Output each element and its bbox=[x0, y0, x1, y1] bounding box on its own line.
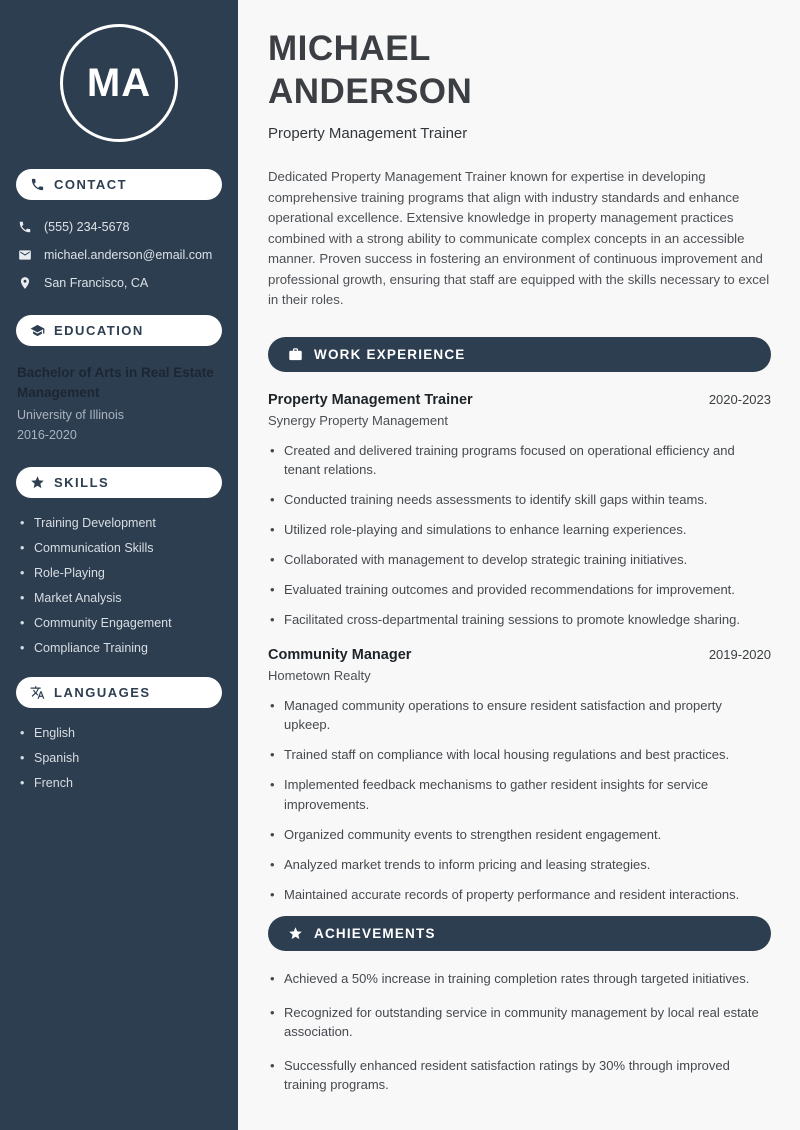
work-experience-section-title: WORK EXPERIENCE bbox=[314, 346, 466, 362]
job-bullet: • Evaluated training outcomes and provided recommendations for improvement. bbox=[268, 580, 771, 600]
achievements-list bbox=[268, 969, 771, 1095]
job-bullet: • Organized community events to strengthen resident engagement. bbox=[268, 825, 771, 845]
summary-paragraph: Dedicated Property Management Trainer known for expertise in developing comprehensive training programs that align with industry standards and enhance operational excellence. Extensive knowledge in property management practices combined with a strong ability to communicate complex concepts in an accessible manner. Proven success in fostering an environment of continuous improvement and professional growth, ensuring that staff are equipped with the skills necessary to excel in their roles. bbox=[268, 169, 770, 307]
person-job-title: Property Management Trainer bbox=[268, 125, 468, 142]
languages-section-title: LANGUAGES bbox=[54, 685, 151, 700]
contact-email-value: michael.anderson@email.com bbox=[44, 248, 213, 262]
avatar bbox=[60, 24, 178, 142]
achievement-bullet: • Successfully enhanced resident satisfaction ratings by 30% through improved training programs. bbox=[268, 1056, 771, 1095]
graduation-cap-icon bbox=[30, 323, 45, 338]
languages-list bbox=[16, 720, 222, 795]
phone-icon bbox=[30, 177, 45, 192]
avatar-initials: MA bbox=[86, 60, 152, 105]
briefcase-icon bbox=[288, 347, 303, 362]
education-entry bbox=[16, 363, 222, 445]
star-icon bbox=[288, 926, 303, 941]
job-bullet-list bbox=[268, 696, 771, 905]
contact-email-row bbox=[16, 241, 222, 269]
achievement-bullet: • Achieved a 50% increase in training completion rates through targeted initiatives. bbox=[268, 969, 771, 989]
sidebar bbox=[0, 0, 238, 1130]
job-bullet: • Trained staff on compliance with local housing regulations and best practices. bbox=[268, 745, 771, 765]
contact-location-value: San Francisco, CA bbox=[44, 276, 149, 290]
job-bullet: • Analyzed market trends to inform pricing and leasing strategies. bbox=[268, 855, 771, 875]
language-item: • English bbox=[16, 720, 222, 745]
job-bullet: • Created and delivered training programs focused on operational efficiency and tenant relations. bbox=[268, 441, 771, 480]
education-years: 2016-2020 bbox=[17, 428, 77, 442]
main-content bbox=[238, 0, 800, 1130]
job-bullet-list bbox=[268, 441, 771, 630]
job-header bbox=[268, 392, 771, 408]
skills-section-title: SKILLS bbox=[54, 475, 110, 490]
achievements-section-header bbox=[268, 916, 771, 951]
job-bullet: • Utilized role-playing and simulations to enhance learning experiences. bbox=[268, 520, 771, 540]
skill-item: • Role-Playing bbox=[16, 560, 222, 585]
person-name-line1: MICHAEL bbox=[268, 29, 431, 68]
job-company: Synergy Property Management bbox=[268, 412, 448, 428]
person-name-line2: ANDERSON bbox=[268, 72, 473, 111]
location-pin-icon bbox=[18, 276, 32, 290]
job-bullet: • Conducted training needs assessments to identify skill gaps within teams. bbox=[268, 490, 771, 510]
achievements-section-title: ACHIEVEMENTS bbox=[314, 926, 436, 941]
avatar-wrap bbox=[16, 24, 222, 142]
job-bullet: • Facilitated cross-departmental training sessions to promote knowledge sharing. bbox=[268, 610, 771, 630]
contact-phone-row bbox=[16, 213, 222, 241]
skill-item: • Compliance Training bbox=[16, 635, 222, 660]
star-icon bbox=[30, 475, 45, 490]
phone-icon bbox=[18, 220, 32, 234]
job-header bbox=[268, 647, 771, 663]
job-bullet: • Maintained accurate records of property performance and resident interactions. bbox=[268, 885, 771, 905]
achievement-bullet: • Recognized for outstanding service in community management by local real estate association. bbox=[268, 1003, 771, 1042]
contact-list bbox=[16, 213, 222, 297]
skill-item: • Market Analysis bbox=[16, 585, 222, 610]
person-name bbox=[268, 27, 771, 113]
skill-item: • Communication Skills bbox=[16, 535, 222, 560]
language-item: • Spanish bbox=[16, 745, 222, 770]
skills-section-header bbox=[16, 467, 222, 498]
contact-phone-value: (555) 234-5678 bbox=[44, 220, 130, 234]
education-school: University of Illinois bbox=[17, 408, 124, 422]
contact-section-header bbox=[16, 169, 222, 200]
job-bullet: • Implemented feedback mechanisms to gather resident insights for service improvements. bbox=[268, 775, 771, 814]
skill-item: • Community Engagement bbox=[16, 610, 222, 635]
job-role: Community Manager bbox=[268, 646, 412, 663]
job-bullet: • Collaborated with management to develop strategic training initiatives. bbox=[268, 550, 771, 570]
email-icon bbox=[18, 248, 32, 262]
translate-icon bbox=[30, 685, 45, 700]
job-role: Property Management Trainer bbox=[268, 391, 473, 408]
contact-section-title: CONTACT bbox=[54, 177, 128, 192]
job-bullet: • Managed community operations to ensure resident satisfaction and property upkeep. bbox=[268, 696, 771, 735]
language-item: • French bbox=[16, 770, 222, 795]
education-section-title: EDUCATION bbox=[54, 323, 144, 338]
work-experience-section-header bbox=[268, 337, 771, 372]
education-section-header bbox=[16, 315, 222, 346]
skills-list bbox=[16, 510, 222, 660]
contact-location-row bbox=[16, 269, 222, 297]
job-dates: 2020-2023 bbox=[708, 391, 771, 407]
job-company: Hometown Realty bbox=[268, 667, 371, 683]
education-degree: Bachelor of Arts in Real Estate Management bbox=[17, 365, 214, 400]
skill-item: • Training Development bbox=[16, 510, 222, 535]
languages-section-header bbox=[16, 677, 222, 708]
job-dates: 2019-2020 bbox=[708, 646, 771, 662]
